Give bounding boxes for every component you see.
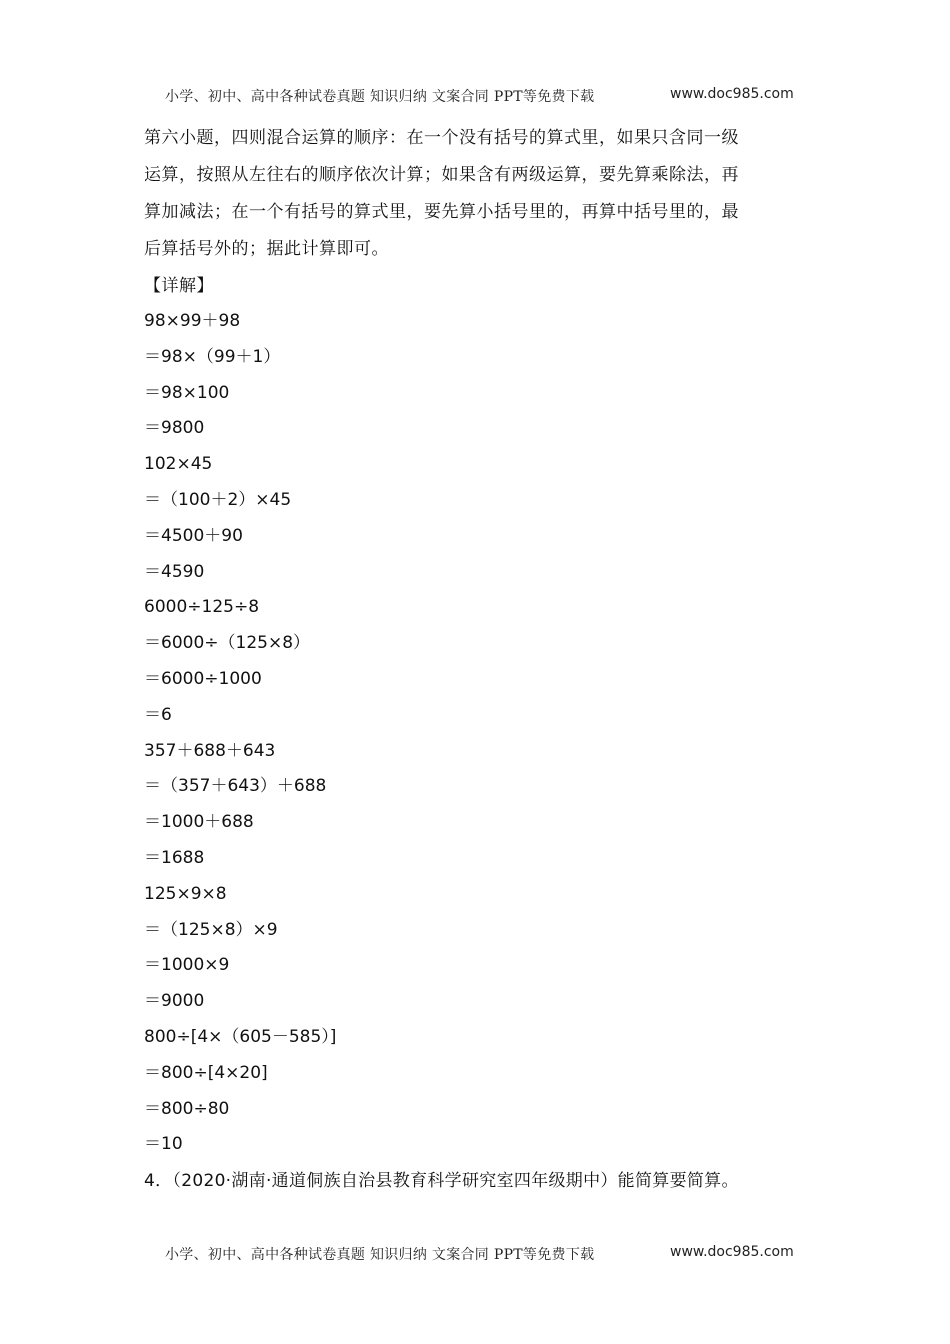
calculation-steps xyxy=(144,304,814,1163)
header-text: 小学、初中、高中各种试卷真题 知识归纳 文案合同 PPT等免费下载 xyxy=(165,89,595,105)
calc-step: ＝6000÷（125×8） xyxy=(144,633,311,654)
calc-step: ＝1000＋688 xyxy=(144,812,254,833)
calc-step: 98×99＋98 xyxy=(144,311,241,331)
document-body xyxy=(144,120,814,1199)
calc-step: ＝4500＋90 xyxy=(144,525,243,546)
calc-step: 102×45 xyxy=(144,454,213,475)
calc-step: 6000÷125÷8 xyxy=(144,597,260,618)
calc-step: 800÷[4×（605－585）] xyxy=(144,1026,337,1047)
calc-step: ＝10 xyxy=(144,1134,183,1155)
calc-step: ＝（357＋643）＋688 xyxy=(144,776,327,797)
calc-step: ＝98×100 xyxy=(144,382,230,403)
calc-step: ＝1688 xyxy=(144,847,205,868)
calc-step: ＝800÷[4×20] xyxy=(144,1062,268,1083)
calc-step: 357＋688＋643 xyxy=(144,740,276,761)
calc-step: ＝4590 xyxy=(144,561,205,582)
detail-heading: 【详解】 xyxy=(144,276,214,296)
analysis-line: 运算，按照从左往右的顺序依次计算；如果含有两级运算，要先算乘除法，再 xyxy=(144,165,739,185)
calc-step: ＝9000 xyxy=(144,991,205,1012)
calc-step: ＝800÷80 xyxy=(144,1098,230,1119)
calc-step: ＝（125×8）×9 xyxy=(144,919,278,940)
calc-step: ＝6000÷1000 xyxy=(144,668,262,689)
analysis-line: 后算括号外的；据此计算即可。 xyxy=(144,239,389,259)
calc-step: ＝1000×9 xyxy=(144,955,230,976)
analysis-paragraph xyxy=(144,120,814,268)
footer-url[interactable]: www.doc985.com xyxy=(670,1244,794,1260)
analysis-line: 算加减法；在一个有括号的算式里，要先算小括号里的，再算中括号里的，最 xyxy=(144,202,739,222)
calc-step: ＝9800 xyxy=(144,418,205,439)
calc-step: ＝（100＋2）×45 xyxy=(144,489,292,510)
calc-step: 125×9×8 xyxy=(144,883,227,904)
analysis-line: 第六小题，四则混合运算的顺序：在一个没有括号的算式里，如果只含同一级 xyxy=(144,128,739,148)
calc-step: ＝6 xyxy=(144,704,172,725)
next-question: 4．（2020·湖南·通道侗族自治县教育科学研究室四年级期中）能简算要简算。 xyxy=(144,1171,739,1192)
header-url[interactable]: www.doc985.com xyxy=(670,86,794,102)
footer-text: 小学、初中、高中各种试卷真题 知识归纳 文案合同 PPT等免费下载 xyxy=(165,1247,595,1263)
calc-step: ＝98×（99＋1） xyxy=(144,346,281,367)
